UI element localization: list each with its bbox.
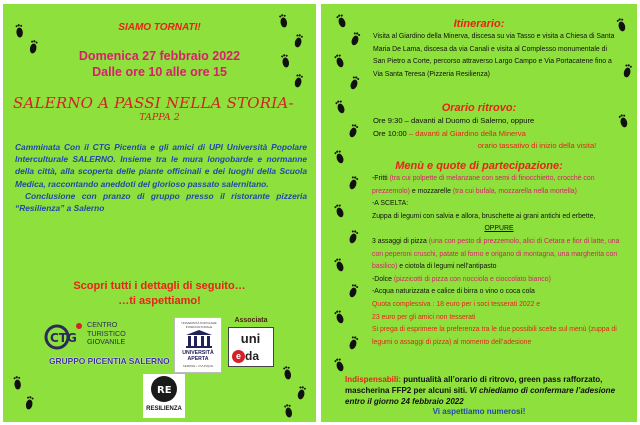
meeting-time-row [373, 115, 621, 128]
building-icon [186, 330, 212, 348]
meeting-place: – davanti al Giardino della Minerva [406, 128, 526, 138]
footprint-icon [333, 257, 346, 273]
unieda-top-text: uni [240, 331, 261, 346]
preference-note: Si prega di esprimere la preferenza tra le due possibili scelte sul menù (zuppa di legumi o assaggi di pizza) al momento dell’adesione [372, 326, 617, 346]
itinerary-heading: Itinerario: [453, 18, 505, 30]
menu-item-detail: (pizzicotti di pizza con nocciola e cioccolato bianco) [393, 275, 551, 283]
ctg-name-line: GIOVANILE [87, 337, 126, 346]
upi-logo [174, 317, 222, 373]
menu-item: Zuppa di legumi con salvia e allora, bruschette ai grani antichi ed erbette, [372, 212, 596, 220]
event-time-line: Dalle ore 10 alle ore 15 [92, 65, 227, 79]
meeting-time: Ore 10:00 [373, 128, 407, 138]
confirmation-deadline: Vi chiediamo di confermare l’adesione entro il giorno 24 febbraio 2022 [345, 386, 616, 407]
footprint-icon [347, 335, 360, 351]
meeting-times [373, 115, 621, 153]
menu-item [372, 236, 626, 274]
footprint-icon [621, 63, 633, 79]
discover-line: Scopri tutti i dettagli di seguito… [73, 280, 246, 292]
resilienza-mark [151, 376, 177, 402]
event-stage: TAPPA 2 [139, 112, 180, 123]
menu-item-name: -Dolce [372, 275, 394, 283]
menu-list [372, 173, 626, 349]
ctg-name-line: CENTRO [87, 320, 118, 329]
menu-item [372, 173, 626, 198]
event-description [15, 141, 307, 214]
footprint-icon [333, 203, 346, 219]
upi-top-text: UNIVERSITÀ POPOLARE INTERCULTURALE [181, 321, 217, 329]
event-date-line: Domenica 27 febbraio 2022 [78, 49, 241, 63]
unieda-box [228, 327, 274, 367]
footprint-icon [282, 365, 293, 380]
price-line: 23 euro per gli amici non tesserati [372, 313, 476, 321]
footprint-icon [347, 175, 360, 191]
requirements-body: puntualità all’orario di ritrovo, green pass rafforzato, mascherina FFP2 per alcuni siti. [345, 375, 603, 396]
menu-item: -Acqua naturizzata e calice di birra o vino o coca cola [372, 288, 535, 296]
footprint-icon [333, 357, 346, 373]
upi-name-line: UNIVERSITÀ [182, 350, 214, 356]
footprint-icon [24, 395, 36, 411]
meeting-time-row [373, 128, 621, 141]
meeting-time-heading: Orario ritrovo: [441, 102, 517, 114]
meeting-time: Ore 9:30 [373, 116, 403, 125]
right-flyer-panel [321, 4, 637, 422]
menu-heading: Menù e quote di partecipazione: [395, 160, 563, 172]
description-paragraph: Conclusione con pranzo di gruppo presso il ristorante pizzeria “Resilienza” a Salerno [15, 190, 307, 214]
event-date [3, 48, 316, 80]
upi-name [175, 350, 221, 362]
menu-item-detail: (tra cui bufala, mozzarella nella mortella) [452, 187, 577, 195]
price-line: Quota complessiva : 18 euro per i soci tesserati 2022 e [372, 300, 541, 308]
unieda-bottom-text [232, 349, 259, 363]
itinerary-text: Visita al Giardino della Minerva, discesa su via Tasso e visita a Chiesa di Santa Maria De Lama, discesa da via Canali e visita al Complesso monumentale di San Pietro a Corte, percorso attraverso Largo Campo e Via Portacatene fino a Via Santa Teresa (Pizzeria Resilienza) [373, 33, 615, 78]
discover-more-text [3, 279, 316, 309]
menu-item [372, 274, 626, 287]
description-paragraph: Camminata Con il CTG Picentia e gli amici di UPI Università Popolare Interculturale SALERNO. Insieme tra le mura longobarde e normanne della città, alla scoperta delle piante officinali e dei luoghi della Scuola Medica, raccontando aneddoti del glorioso passato salernitano. [15, 142, 307, 189]
ctg-mark-icon [43, 317, 87, 353]
footprint-icon [333, 53, 346, 69]
upi-subtitle: SEMPRE • OVUNQUE [182, 364, 214, 368]
event-title: SALERNO A PASSI NELLA STORIA- [13, 94, 294, 112]
footprint-icon [349, 31, 362, 47]
closing-text: Vi aspettiamo numerosi! [432, 407, 526, 416]
footprint-icon [347, 283, 360, 299]
requirements-text [345, 374, 619, 408]
unieda-e-mark: e [232, 350, 245, 363]
menu-choice-label: -A SCELTA: [372, 200, 409, 208]
resilienza-logo [143, 374, 185, 418]
meeting-time-note: orario tassativo di inizio della visita! [477, 141, 597, 151]
menu-oppure: OPPURE [484, 225, 514, 233]
unieda-rest: da [245, 349, 260, 363]
resilienza-label: RESILIENZA [146, 406, 182, 412]
requirements-lead: Indispensabili: [345, 375, 402, 384]
footprint-icon [292, 33, 304, 49]
menu-item-name: e ciotola di legumi nell’antipasto [397, 263, 497, 271]
unieda-logo [228, 317, 274, 367]
menu-item-name: 3 assaggi di pizza [372, 237, 429, 245]
menu-item-detail: (tra cui polpette di melanzane con semi di finocchietto, crocchè con prezzemolo) [372, 175, 595, 195]
ctg-logo [43, 317, 170, 372]
discover-line: …ti aspettiamo! [118, 295, 201, 307]
meeting-place: – davanti al Duomo di Salerno, oppure [402, 116, 535, 125]
unieda-label: Associata [234, 317, 268, 324]
siamo-tornati-text: SIAMO TORNATI! [118, 22, 201, 33]
footprint-icon [283, 403, 294, 418]
footprint-icon [12, 376, 22, 391]
ctg-name [87, 321, 126, 347]
footprint-icon [348, 75, 361, 91]
ctg-name-line: TURISTICO [87, 328, 126, 338]
left-flyer-panel [3, 4, 316, 422]
menu-item-detail: (una con pesto di prezzemolo, alici di Cetara e fior di latte, una con peperoni cruschi, patate al forno e origano di montagna, una margherita con basilico) [372, 237, 620, 271]
menu-item-name: -Fritti [372, 175, 390, 182]
resilienza-mark-text: RE [157, 385, 172, 396]
footprint-icon [347, 229, 360, 245]
footprint-icon [295, 385, 307, 401]
upi-name-line: APERTA [187, 356, 209, 362]
footprint-icon [333, 309, 346, 325]
ctg-letters: CTG [50, 331, 77, 345]
ctg-caption: GRUPPO PICENTIA SALERNO [49, 356, 170, 366]
menu-item-name: e mozzarelle [409, 187, 453, 195]
footprint-icon [347, 123, 360, 139]
